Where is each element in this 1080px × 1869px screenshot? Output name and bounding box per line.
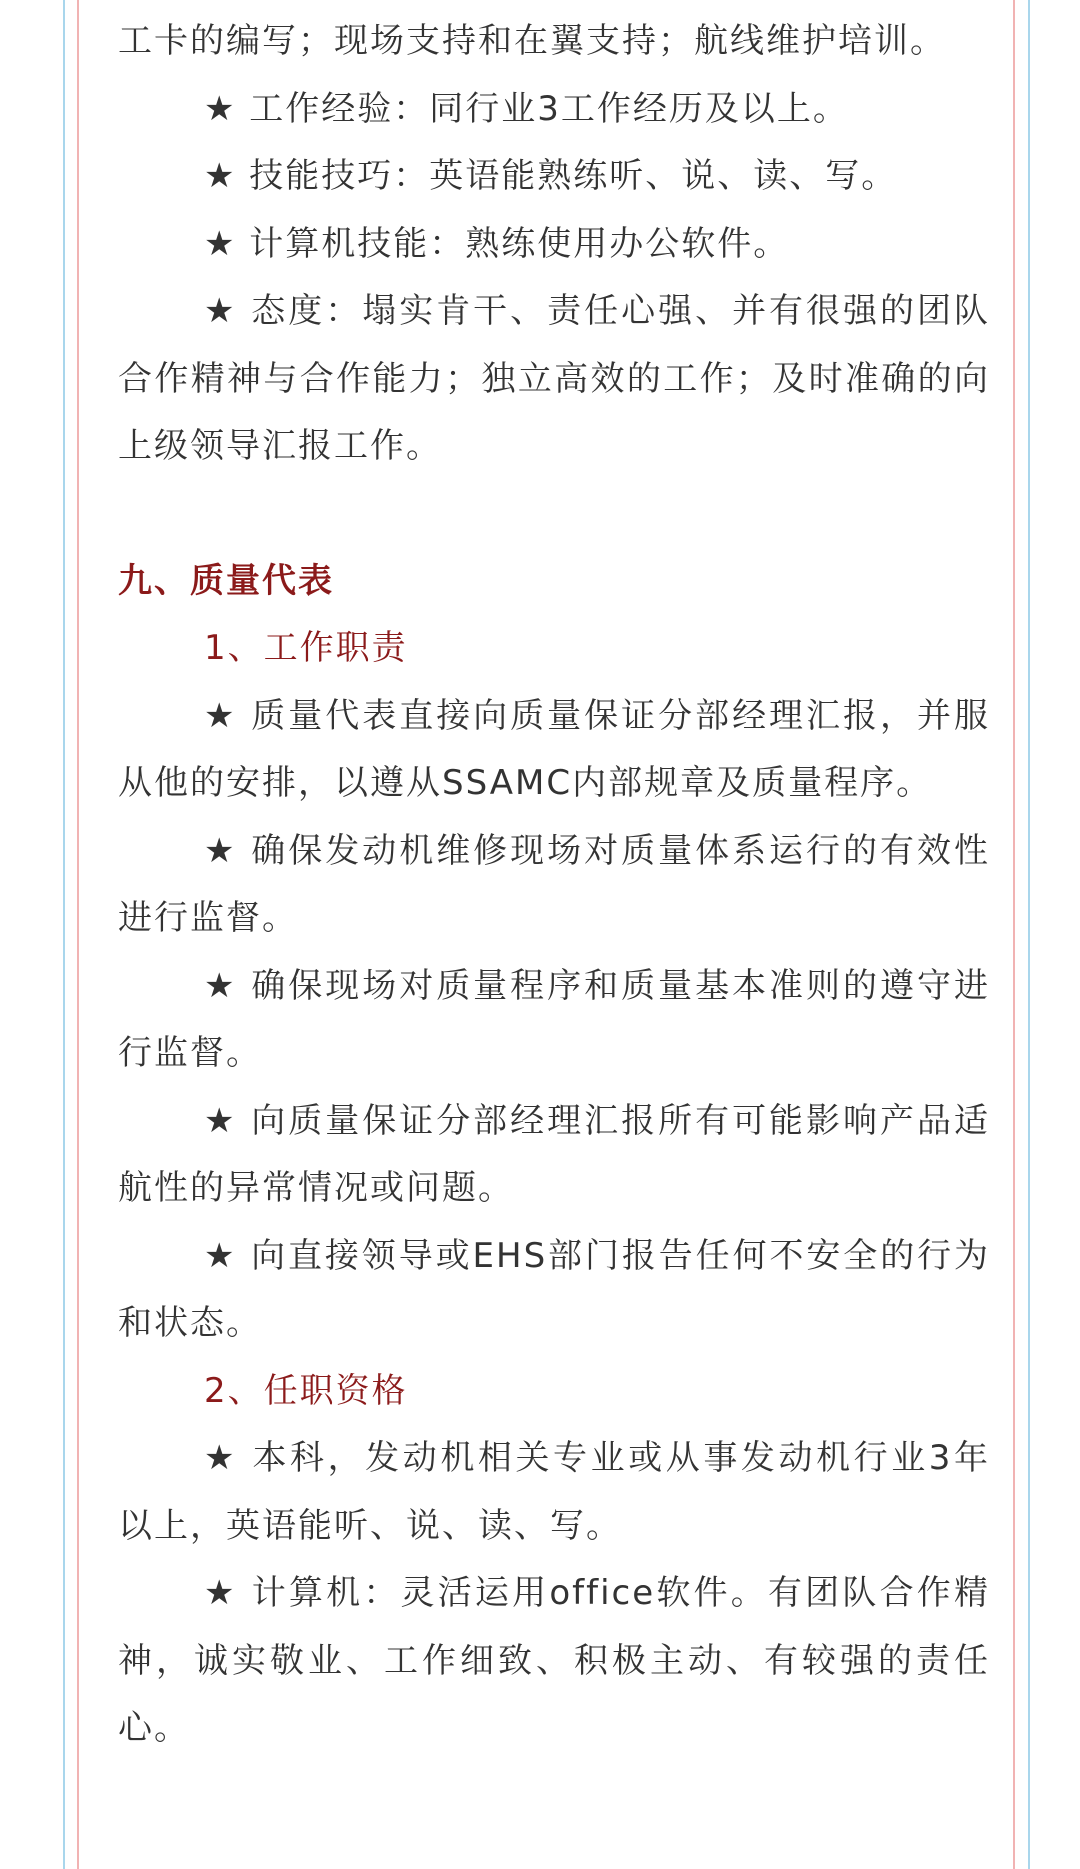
duty-item: ★ 向质量保证分部经理汇报所有可能影响产品适航性的异常情况或问题。: [118, 1100, 990, 1208]
qualifications-title: 2、任职资格: [204, 1370, 408, 1411]
right-inner-border-line: [1013, 0, 1015, 1869]
qualification-item: ★ 计算机：灵活运用office软件。有团队合作精神，诚实敬业、工作细致、积极主动、有较强的责任心。: [118, 1573, 990, 1748]
qualification-item: ★ 本科，发动机相关专业或从事发动机行业3年以上，英语能听、说、读、写。: [118, 1438, 990, 1546]
left-inner-border-line: [77, 0, 79, 1869]
duties-title: 1、工作职责: [204, 628, 408, 668]
right-outer-border-line: [1028, 0, 1030, 1869]
section-title: 九、质量代表: [118, 560, 334, 601]
requirement-computer: ★ 计算机技能：熟练使用办公软件。: [204, 223, 790, 264]
requirement-attitude: ★ 态度：塌实肯干、责任心强、并有很强的团队合作精神与合作能力；独立高效的工作；及时准确的向上级领导汇报工作。: [118, 291, 990, 466]
duty-item: ★ 向直接领导或EHS部门报告任何不安全的行为和状态。: [118, 1235, 990, 1343]
duty-item: ★ 质量代表直接向质量保证分部经理汇报，并服从他的安排，以遵从SSAMC内部规章及质量程序。: [118, 695, 990, 803]
left-outer-border-line: [63, 0, 65, 1869]
duty-item: ★ 确保发动机维修现场对质量体系运行的有效性进行监督。: [118, 830, 990, 938]
paragraph-continued: 工卡的编写；现场支持和在翼支持；航线维护培训。: [118, 21, 946, 61]
article-body: [118, 8, 990, 1763]
section-spacer: [118, 481, 990, 548]
requirement-experience: ★ 工作经验：同行业3工作经历及以上。: [204, 88, 849, 129]
requirement-skills: ★ 技能技巧：英语能熟练听、说、读、写。: [204, 156, 898, 196]
duty-item: ★ 确保现场对质量程序和质量基本准则的遵守进行监督。: [118, 965, 990, 1073]
